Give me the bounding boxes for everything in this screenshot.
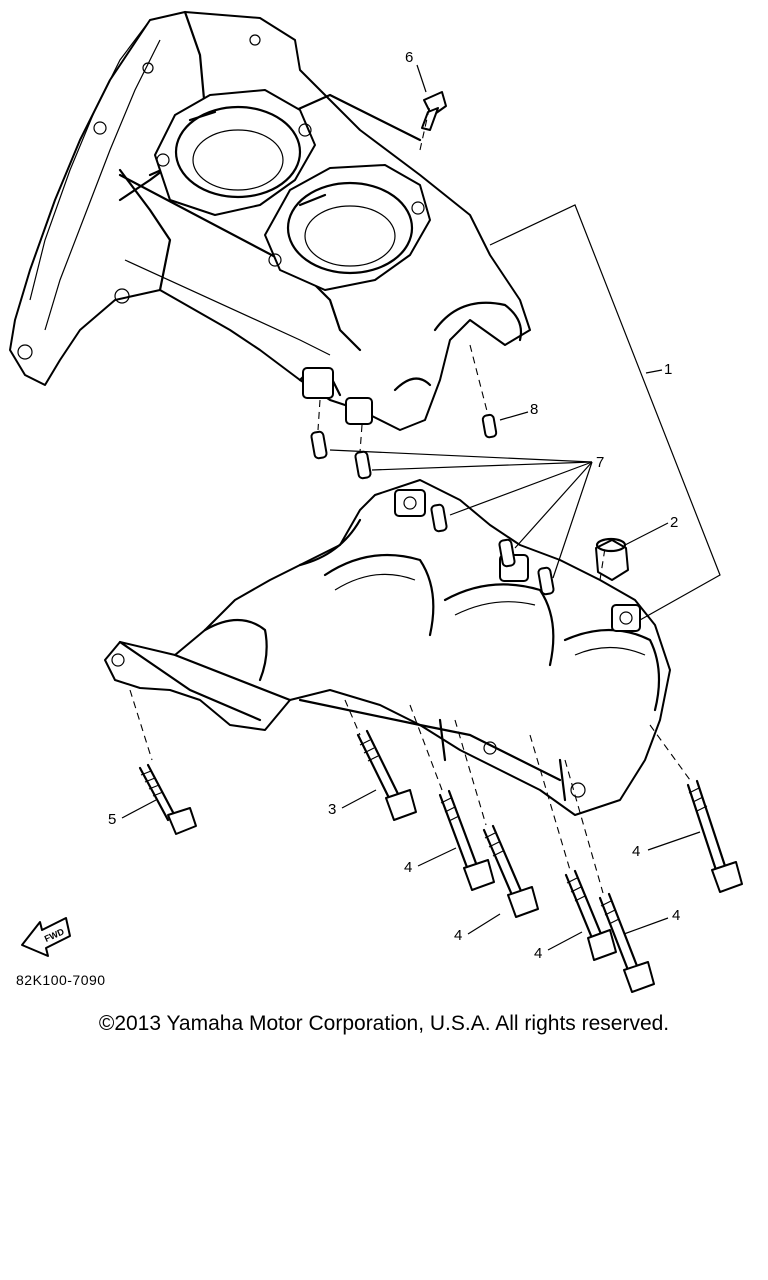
lower-crankcase xyxy=(105,480,670,815)
upper-crankcase xyxy=(10,12,530,430)
callout-4-c: 4 xyxy=(534,945,543,962)
callout-6: 6 xyxy=(405,49,414,66)
callout-3: 3 xyxy=(328,801,337,818)
diagram-code: 82K100-7090 xyxy=(16,972,106,988)
callout-4-d: 4 xyxy=(672,907,681,924)
callout-5: 5 xyxy=(108,811,117,828)
callout-8: 8 xyxy=(530,401,539,418)
callout-4-a: 4 xyxy=(404,859,413,876)
crankcase-bolts xyxy=(140,731,742,992)
callout-4-b: 4 xyxy=(454,927,463,944)
callout-1: 1 xyxy=(664,361,673,378)
fwd-arrow-icon xyxy=(22,918,70,956)
callout-7: 7 xyxy=(596,454,605,471)
callout-2: 2 xyxy=(670,514,679,531)
fwd-label: FWD xyxy=(42,926,66,944)
copyright-notice: ©2013 Yamaha Motor Corporation, U.S.A. All rights reserved. xyxy=(98,1012,670,1035)
callout-4-e: 4 xyxy=(632,843,641,860)
